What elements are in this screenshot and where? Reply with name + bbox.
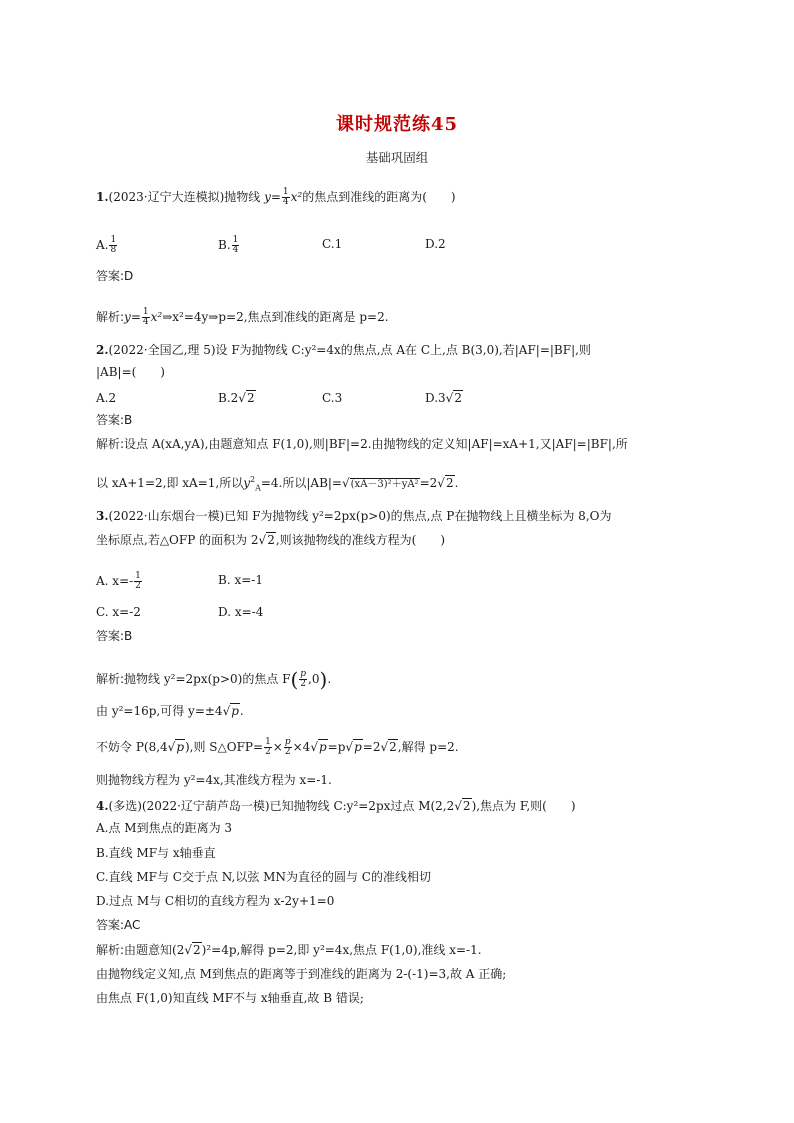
option-a: A. $\frac{1}{8}$ bbox=[96, 235, 117, 255]
section-subtitle: 基础巩固组 bbox=[365, 150, 429, 165]
page-title: 课时规范练45 bbox=[335, 114, 459, 135]
question-source: (2023·辽宁大连模拟) bbox=[108, 190, 225, 204]
analysis-line: 解析:设点 A(xA,yA),由题意知点 F(1,0),则|BF|=2.由抛物线的定义知|AF|=xA+1,又|AF|=|BF|,所 bbox=[96, 437, 628, 451]
analysis-line: 解析:抛物线 y²=2px(p>0)的焦点 F( $\frac{p}{2}$ ,0). bbox=[96, 667, 332, 692]
option-a: A.点 M到焦点的距离为 3 bbox=[96, 821, 233, 835]
analysis-line-cont: 不妨令 P(8,4√p),则 S△OFP= $\frac{1}{2}$ × $\frac{p}{2}$ ×4√p=p√p=2√2,解得 p=2. bbox=[96, 737, 459, 757]
analysis-line: 解析:由题意知(2√2)²=4p,解得 p=2,即 y²=4x,焦点 F(1,0),准线 x=-1. bbox=[96, 943, 482, 957]
answer-value: AC bbox=[124, 918, 141, 932]
question-number: 1. bbox=[96, 190, 109, 204]
question-1-stem: 1.(2023·辽宁大连模拟)抛物线 y= $\frac{1}{4}$ x²的焦点到准线的距离为( ) bbox=[96, 187, 456, 207]
option-a: A.2 bbox=[96, 391, 117, 405]
question-2-stem-cont: |AB|=( ) bbox=[96, 365, 165, 379]
question-3-stem: 3.(2022·山东烟台一模)已知 F为抛物线 y²=2px(p>0)的焦点,点 P在抛物线上且横坐标为 8,O为 bbox=[96, 509, 612, 523]
answer-line: 答案:D bbox=[96, 269, 134, 283]
option-c: C. x=-2 bbox=[96, 605, 141, 619]
option-d: D.3√2 bbox=[425, 391, 462, 405]
option-d: D. x=-4 bbox=[218, 605, 264, 619]
analysis-line-cont: 以 xA+1=2,即 xA=1,所以$y^2_A=4$.所以|AB|=√(xA－3)²＋yA²=2√2. bbox=[96, 475, 459, 493]
question-3-stem-cont: 坐标原点,若△OFP 的面积为 2√2,则该抛物线的准线方程为( ) bbox=[96, 533, 446, 547]
option-b: B. $\frac{1}{4}$ bbox=[218, 235, 239, 255]
answer-value: D bbox=[124, 269, 134, 283]
analysis-line-cont: 由焦点 F(1,0)知直线 MF不与 x轴垂直,故 B 错误; bbox=[96, 991, 364, 1005]
analysis-line-cont: 由 y²=16p,可得 y=±4√p. bbox=[96, 704, 244, 718]
question-4-stem: 4.(多选)(2022·辽宁葫芦岛一模)已知抛物线 C:y²=2px过点 M(2,2√2),焦点为 F,则( ) bbox=[96, 799, 576, 813]
answer-value: B bbox=[124, 413, 133, 427]
answer-line: 答案:AC bbox=[96, 918, 141, 932]
answer-value: B bbox=[124, 629, 133, 643]
analysis-line: 解析:y= $\frac{1}{4}$ x²⇒x²=4y⇒p=2,焦点到准线的距离是 p=2. bbox=[96, 307, 389, 327]
option-c: C.1 bbox=[322, 237, 343, 251]
option-c: C.3 bbox=[322, 391, 343, 405]
question-2-stem: 2.(2022·全国乙,理 5)设 F为抛物线 C:y²=4x的焦点,点 A在 C上,点 B(3,0),若|AF|=|BF|,则 bbox=[96, 343, 591, 357]
fraction: $\frac{1}{4}$ bbox=[282, 187, 289, 207]
answer-line: 答案:B bbox=[96, 629, 133, 643]
option-d: D.2 bbox=[425, 237, 446, 251]
analysis-line-cont: 则抛物线方程为 y²=4x,其准线方程为 x=-1. bbox=[96, 773, 332, 787]
option-b: B.2√2 bbox=[218, 391, 255, 405]
option-a: A. x=- $\frac{1}{2}$ bbox=[96, 571, 141, 591]
option-b: B.直线 MF与 x轴垂直 bbox=[96, 846, 216, 860]
option-d: D.过点 M与 C相切的直线方程为 x-2y+1=0 bbox=[96, 894, 335, 908]
answer-line: 答案:B bbox=[96, 413, 133, 427]
analysis-line-cont: 由抛物线定义知,点 M到焦点的距离等于到准线的距离为 2-(-1)=3,故 A 正确; bbox=[96, 967, 507, 981]
option-b: B. x=-1 bbox=[218, 573, 263, 587]
option-c: C.直线 MF与 C交于点 N,以弦 MN为直径的圆与 C的准线相切 bbox=[96, 870, 431, 884]
